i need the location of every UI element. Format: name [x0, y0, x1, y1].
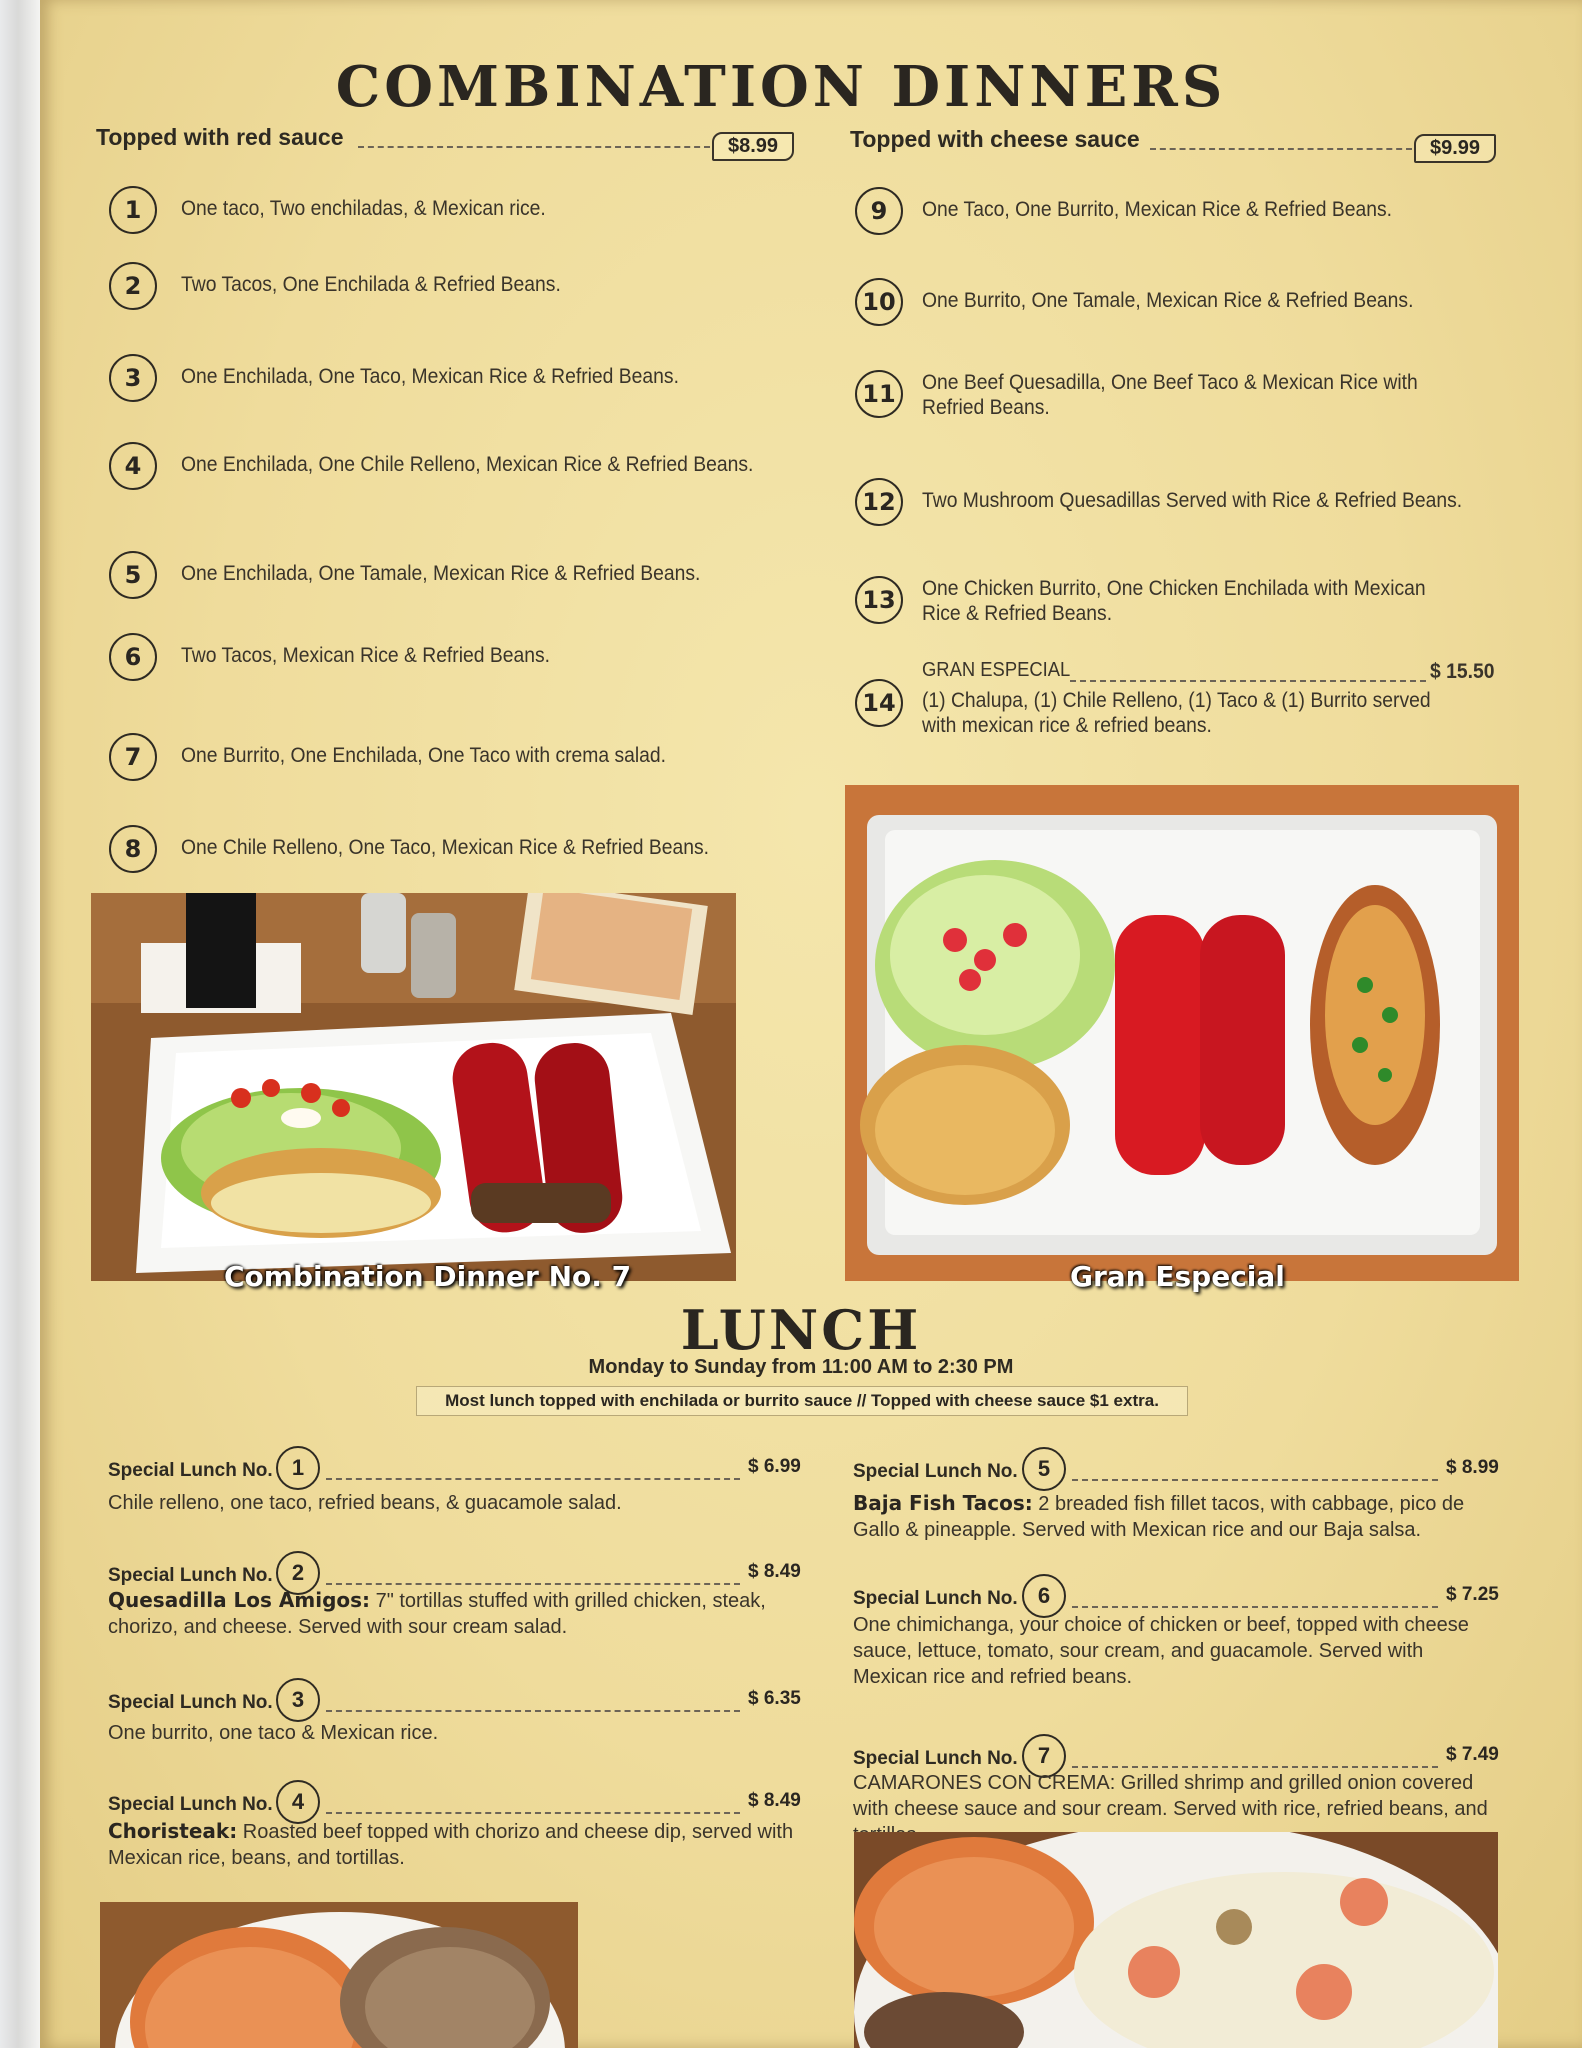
special-lunch-number-badge: 5 — [1022, 1447, 1066, 1491]
special-lunch-price: $ 8.49 — [748, 1561, 801, 1582]
leader-dots — [326, 1478, 740, 1480]
special-lunch-label: Special Lunch No. — [853, 1461, 1018, 1482]
combo-number-badge: 4 — [109, 442, 157, 490]
combo-description: One Burrito, One Enchilada, One Taco with crema salad. — [181, 744, 667, 767]
food-photo-bottom-right — [854, 1832, 1498, 2048]
special-lunch-name: Baja Fish Tacos: — [853, 1491, 1033, 1515]
special-lunch-label: Special Lunch No. — [108, 1565, 273, 1586]
combo-description: Two Tacos, One Enchilada & Refried Beans. — [181, 273, 561, 296]
combo-description: One taco, Two enchiladas, & Mexican rice. — [181, 197, 546, 220]
special-lunch-price: $ 6.35 — [748, 1688, 801, 1709]
cheese-sauce-heading: Topped with cheese sauce — [850, 126, 1140, 152]
special-lunch-text: CAMARONES CON CREMA: Grilled shrimp and grilled onion covered with cheese sauce and sour cream. Served with rice, refried beans, and — [853, 1772, 1488, 1820]
special-lunch-number-badge: 3 — [276, 1678, 320, 1722]
special-lunch-name: Choristeak: — [108, 1819, 238, 1843]
special-lunch-text: Roasted beef topped with chorizo and cheese dip, served with Mexican rice, beans, and tortillas. — [108, 1821, 794, 1869]
special-lunch-description — [108, 1587, 800, 1640]
combination-dinners-title: COMBINATION DINNERS — [335, 54, 1227, 120]
special-lunch-price: $ 8.49 — [748, 1790, 801, 1811]
leader-dots — [1072, 1606, 1438, 1608]
special-lunch-label: Special Lunch No. — [853, 1588, 1018, 1609]
combo-description: One Chile Relleno, One Taco, Mexican Rice & Refried Beans. — [181, 836, 709, 859]
special-lunch-price: $ 8.99 — [1446, 1457, 1499, 1478]
combo-number-badge: 13 — [855, 576, 903, 624]
combo-number-badge: 7 — [109, 733, 157, 781]
lunch-note: Most lunch topped with enchilada or burrito sauce // Topped with cheese sauce $1 extra. — [416, 1386, 1188, 1416]
special-lunch-name: Quesadilla Los Amigos: — [108, 1588, 371, 1612]
food-photo-right — [845, 785, 1519, 1281]
combo-number-badge: 9 — [855, 187, 903, 235]
special-lunch-text: One burrito, one taco & Mexican rice. — [108, 1722, 439, 1744]
combo-description: One Beef Quesadilla, One Beef Taco & Mexican Rice with Refried Beans. — [922, 371, 1418, 419]
leader-dots — [358, 146, 710, 148]
special-lunch-description — [108, 1720, 800, 1746]
gran-especial-name: GRAN ESPECIAL — [922, 659, 1071, 681]
special-lunch-text: One chimichanga, your choice of chicken or beef, topped with cheese sauce, lettuce, tomato, sour cream, and guacamole. Served with Mexican rice and refried beans. — [853, 1614, 1469, 1688]
special-lunch-price: $ 6.99 — [748, 1456, 801, 1477]
special-lunch-label: Special Lunch No. — [108, 1460, 273, 1481]
special-lunch-label: Special Lunch No. — [108, 1692, 273, 1713]
combo-description: One Enchilada, One Taco, Mexican Rice & Refried Beans. — [181, 365, 679, 388]
combo-number-badge: 14 — [855, 679, 903, 727]
combo-description: Two Mushroom Quesadillas Served with Rice & Refried Beans. — [922, 489, 1463, 512]
combo-description: Two Tacos, Mexican Rice & Refried Beans. — [181, 644, 551, 667]
special-lunch-text: 7" tortillas stuffed with grilled chicken, steak, chorizo, and cheese. Served with sour cream salad. — [108, 1590, 766, 1638]
combo-number-badge: 1 — [109, 186, 157, 234]
combo-number-badge: 11 — [855, 370, 903, 418]
cheese-sauce-price: $9.99 — [1414, 134, 1496, 163]
leader-dots — [1072, 1766, 1438, 1768]
leader-dots — [326, 1710, 740, 1712]
combo-number-badge: 12 — [855, 478, 903, 526]
combo-number-badge: 8 — [109, 825, 157, 873]
special-lunch-label: Special Lunch No. — [853, 1748, 1018, 1769]
leader-dots — [1070, 680, 1426, 682]
combo-number-badge: 3 — [109, 354, 157, 402]
special-lunch-number-badge: 7 — [1022, 1734, 1066, 1778]
special-lunch-description — [108, 1490, 800, 1516]
combo-description: One Enchilada, One Tamale, Mexican Rice & Refried Beans. — [181, 562, 701, 585]
food-photo-bottom-left — [100, 1902, 578, 2048]
combo-description: One Chicken Burrito, One Chicken Enchilada with Mexican Rice & Refried Beans. — [922, 577, 1426, 625]
red-sauce-price: $8.99 — [712, 132, 794, 161]
lunch-title: LUNCH — [680, 1298, 922, 1362]
special-lunch-description — [853, 1490, 1503, 1543]
page-binding-edge — [0, 0, 40, 2048]
combo-number-badge: 10 — [855, 278, 903, 326]
combo-description: One Burrito, One Tamale, Mexican Rice & Refried Beans. — [922, 289, 1414, 312]
special-lunch-text: 2 breaded fish fillet tacos, with cabbage, pico de Gallo & pineapple. Served with Mexican rice and our Baja salsa. — [853, 1493, 1465, 1541]
gran-especial-description: (1) Chalupa, (1) Chile Relleno, (1) Taco & (1) Burrito served with mexican rice & refried beans. — [922, 689, 1431, 737]
special-lunch-price: $ 7.49 — [1446, 1744, 1499, 1765]
leader-dots — [1072, 1479, 1438, 1481]
combination-dinner-7-photo — [91, 893, 736, 1281]
special-lunch-description — [853, 1612, 1503, 1690]
combo-description: One Enchilada, One Chile Relleno, Mexican Rice & Refried Beans. — [181, 453, 754, 476]
red-sauce-heading: Topped with red sauce — [96, 124, 344, 150]
lunch-hours: Monday to Sunday from 11:00 AM to 2:30 PM — [588, 1356, 1014, 1378]
special-lunch-photo-left — [100, 1902, 578, 2048]
combo-number-badge: 6 — [109, 633, 157, 681]
special-lunch-number-badge: 2 — [276, 1551, 320, 1595]
leader-dots — [1150, 148, 1412, 150]
special-lunch-price: $ 7.25 — [1446, 1584, 1499, 1605]
photo-caption-left: Combination Dinner No. 7 — [224, 1260, 632, 1293]
special-lunch-photo-right — [854, 1832, 1498, 2048]
leader-dots — [326, 1583, 740, 1585]
special-lunch-label: Special Lunch No. — [108, 1794, 273, 1815]
special-lunch-description — [108, 1818, 800, 1871]
special-lunch-text: Chile relleno, one taco, refried beans, & guacamole salad. — [108, 1492, 622, 1514]
food-photo-left — [91, 893, 736, 1281]
special-lunch-number-badge: 6 — [1022, 1574, 1066, 1618]
gran-especial-photo — [845, 785, 1519, 1281]
combo-description: One Taco, One Burrito, Mexican Rice & Refried Beans. — [922, 198, 1392, 221]
special-lunch-number-badge: 1 — [276, 1446, 320, 1490]
leader-dots — [326, 1812, 740, 1814]
special-lunch-number-badge: 4 — [276, 1780, 320, 1824]
combo-number-badge: 2 — [109, 262, 157, 310]
photo-caption-right: Gran Especial — [1070, 1260, 1285, 1293]
gran-especial-price: $ 15.50 — [1430, 660, 1495, 683]
combo-number-badge: 5 — [109, 551, 157, 599]
